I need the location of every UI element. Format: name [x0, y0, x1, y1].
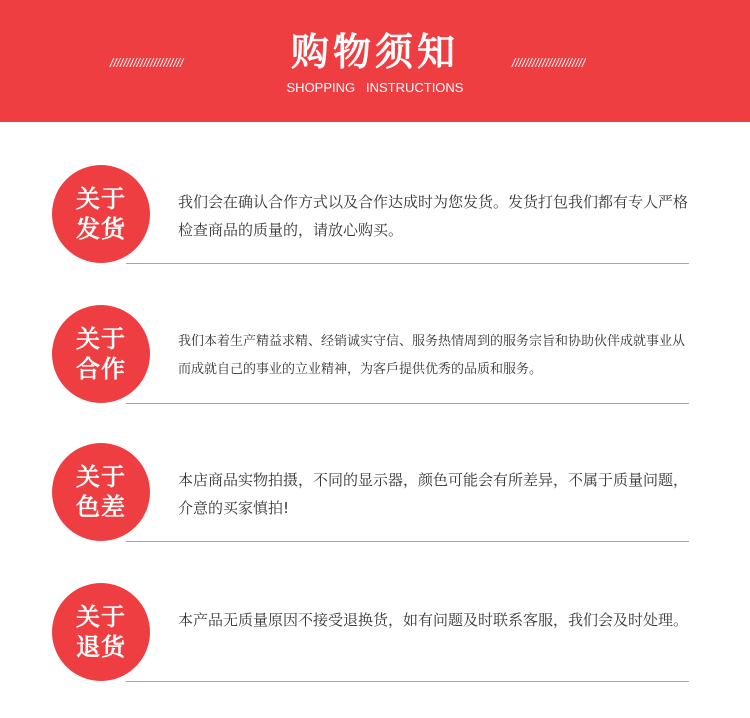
decorative-slashes-right: //////////////////////	[512, 56, 586, 70]
section-divider	[126, 541, 689, 542]
badge-line-2: 退货	[76, 633, 126, 661]
section-divider	[126, 403, 689, 404]
badge-line-1: 关于	[76, 185, 126, 213]
section-text: 本产品无质量原因不接受退换货，如有问题及时联系客服，我们会及时处理。	[178, 611, 689, 629]
badge-line-2: 合作	[76, 355, 126, 383]
page-subtitle: SHOPPING INSTRUCTIONS	[286, 80, 464, 95]
section-color-difference	[0, 443, 750, 553]
badge-line-2: 色差	[76, 493, 126, 521]
section-divider	[126, 263, 689, 264]
badge-line-1: 关于	[76, 325, 126, 353]
section-badge	[52, 443, 150, 541]
section-cooperation	[0, 305, 750, 415]
badge-line-1: 关于	[76, 463, 126, 491]
badge-line-1: 关于	[76, 603, 126, 631]
badge-line-2: 发货	[76, 215, 126, 243]
header-banner	[0, 0, 750, 122]
section-badge	[52, 305, 150, 403]
section-text: 我们会在确认合作方式以及合作达成时为您发货。发货打包我们都有专人严格检查商品的质量的，请放心购买。	[178, 193, 689, 239]
section-shipping	[0, 165, 750, 275]
section-badge	[52, 165, 150, 263]
page-title: 购物须知	[290, 30, 459, 74]
decorative-slashes-left: //////////////////////	[110, 56, 184, 70]
section-badge	[52, 583, 150, 681]
section-returns	[0, 583, 750, 693]
section-text: 本店商品实物拍摄，不同的显示器，颜色可能会有所差异，不属于质量问题，介意的买家慎拍!	[178, 471, 689, 517]
section-divider	[126, 681, 689, 682]
section-text: 我们本着生产精益求精、经销诚实守信、服务热情周到的服务宗旨和协助伙伴成就事业从而成就自己的事业的立业精神，为客戶提供优秀的品质和服务。	[178, 334, 686, 377]
